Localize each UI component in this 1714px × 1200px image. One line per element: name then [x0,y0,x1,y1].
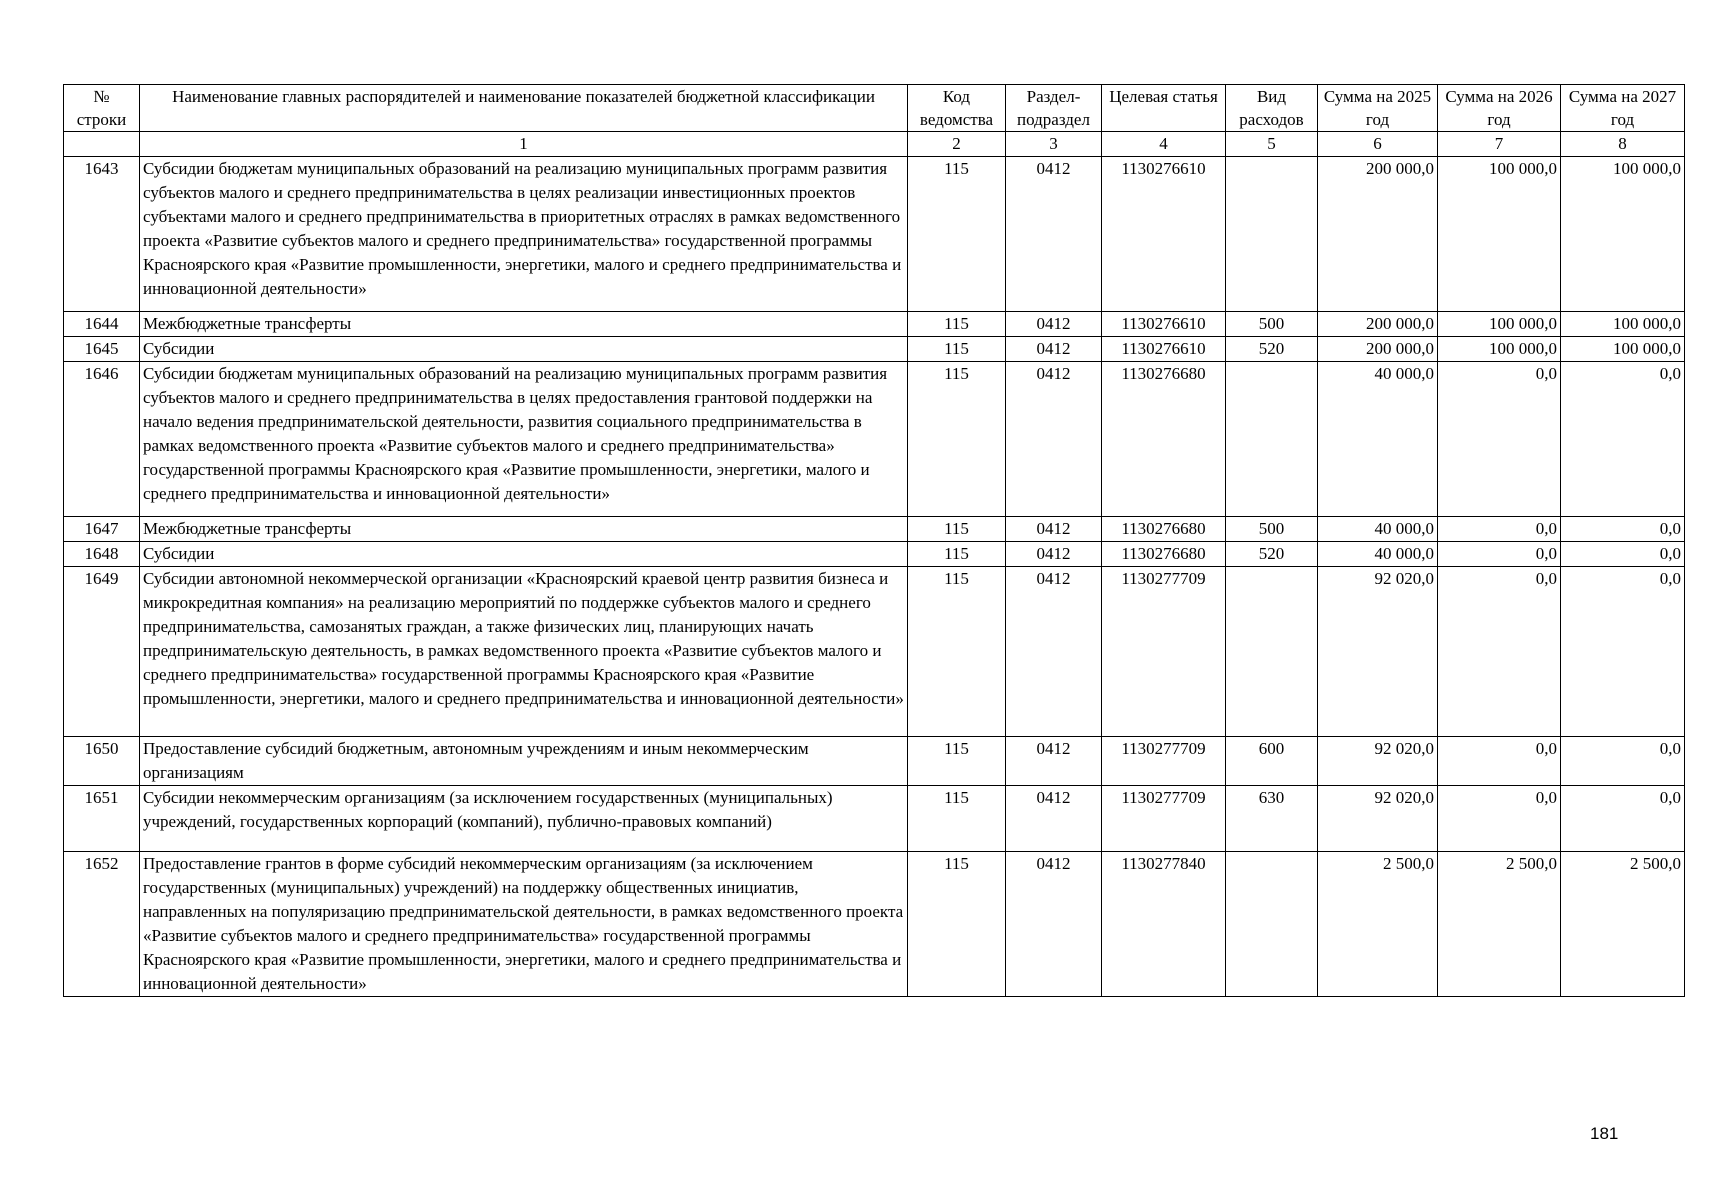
row-sum-2027: 0,0 [1561,542,1685,567]
row-expense-type: 500 [1226,312,1318,337]
row-sum-2025: 2 500,0 [1318,852,1438,997]
row-name: Субсидии [140,337,908,362]
row-sum-2027: 0,0 [1561,517,1685,542]
row-dept-code: 115 [908,312,1006,337]
row-sum-2027: 100 000,0 [1561,312,1685,337]
row-target: 1130276680 [1102,517,1226,542]
table-row [64,737,1685,786]
row-number: 1644 [64,312,140,337]
table-body [64,157,1685,997]
row-section: 0412 [1006,542,1102,567]
row-sum-2027: 0,0 [1561,567,1685,737]
row-section: 0412 [1006,517,1102,542]
row-number: 1647 [64,517,140,542]
row-target: 1130276610 [1102,312,1226,337]
column-number: 6 [1318,132,1438,157]
row-target: 1130277709 [1102,567,1226,737]
budget-table [63,84,1685,997]
row-expense-type [1226,567,1318,737]
row-section: 0412 [1006,312,1102,337]
row-sum-2026: 0,0 [1438,362,1561,517]
row-sum-2025: 40 000,0 [1318,362,1438,517]
row-section: 0412 [1006,737,1102,786]
row-number: 1645 [64,337,140,362]
row-expense-type: 500 [1226,517,1318,542]
row-number: 1649 [64,567,140,737]
row-name: Субсидии бюджетам муниципальных образований на реализацию муниципальных программ развития субъектов малого и среднего предпринимательства в целях предоставления грантовой поддержки на начало ведения предпринимательской деятельности, развития социального предпринимательства в рамках ведомственного проекта «Развитие субъектов малого и среднего предпринимательства» государственной программы Красноярского края «Развитие промышленности, энергетики, малого и среднего предпринимательства и инновационной деятельности» [140,362,908,517]
header-expense-type: Вид расходов [1226,85,1318,132]
row-expense-type: 520 [1226,337,1318,362]
row-name: Субсидии автономной некоммерческой организации «Красноярский краевой центр развития бизнеса и микрокредитная компания» на реализацию мероприятий по поддержке субъектов малого и среднего предпринимательства, самозанятых граждан, а также физических лиц, планирующих начать предпринимательскую деятельность, в рамках ведомственного проекта «Развитие субъектов малого и среднего предпринимательства» государственной программы Красноярского края «Развитие промышленности, энергетики, малого и среднего предпринимательства и инновационной деятельности» [140,567,908,737]
row-sum-2027: 2 500,0 [1561,852,1685,997]
column-number-row [64,132,1685,157]
row-expense-type: 630 [1226,786,1318,852]
header-sum-2026: Сумма на 2026 год [1438,85,1561,132]
row-sum-2025: 40 000,0 [1318,517,1438,542]
row-expense-type: 600 [1226,737,1318,786]
page-number: 181 [1590,1124,1619,1143]
row-target: 1130277709 [1102,786,1226,852]
header-sum-2025: Сумма на 2025 год [1318,85,1438,132]
row-name: Субсидии некоммерческим организациям (за исключением государственных (муниципальных) учреждений, государственных корпораций (компаний), публично-правовых компаний) [140,786,908,852]
table-row [64,542,1685,567]
row-dept-code: 115 [908,157,1006,312]
column-number: 2 [908,132,1006,157]
table-row [64,567,1685,737]
row-sum-2025: 200 000,0 [1318,312,1438,337]
table-row [64,786,1685,852]
row-sum-2027: 0,0 [1561,362,1685,517]
row-number: 1650 [64,737,140,786]
row-sum-2025: 92 020,0 [1318,567,1438,737]
row-target: 1130276610 [1102,157,1226,312]
row-section: 0412 [1006,852,1102,997]
row-sum-2026: 0,0 [1438,542,1561,567]
column-number: 3 [1006,132,1102,157]
row-section: 0412 [1006,567,1102,737]
header-row [64,85,1685,132]
row-sum-2026: 2 500,0 [1438,852,1561,997]
row-name: Предоставление субсидий бюджетным, автономным учреждениям и иным некоммерческим организациям [140,737,908,786]
header-dept-code: Код ведомства [908,85,1006,132]
row-dept-code: 115 [908,852,1006,997]
row-target: 1130277709 [1102,737,1226,786]
row-sum-2027: 100 000,0 [1561,157,1685,312]
row-number: 1648 [64,542,140,567]
row-sum-2026: 100 000,0 [1438,157,1561,312]
row-sum-2027: 0,0 [1561,786,1685,852]
row-target: 1130276680 [1102,542,1226,567]
row-sum-2025: 40 000,0 [1318,542,1438,567]
column-number: 8 [1561,132,1685,157]
header-name: Наименование главных распорядителей и наименование показателей бюджетной классификации [140,85,908,132]
row-sum-2026: 100 000,0 [1438,337,1561,362]
row-sum-2027: 100 000,0 [1561,337,1685,362]
row-section: 0412 [1006,786,1102,852]
row-expense-type [1226,157,1318,312]
header-sum-2027: Сумма на 2027 год [1561,85,1685,132]
row-number: 1651 [64,786,140,852]
row-sum-2026: 0,0 [1438,567,1561,737]
row-dept-code: 115 [908,362,1006,517]
table-row [64,362,1685,517]
row-number: 1652 [64,852,140,997]
row-number: 1646 [64,362,140,517]
row-name: Межбюджетные трансферты [140,312,908,337]
row-dept-code: 115 [908,786,1006,852]
table-row [64,312,1685,337]
row-sum-2026: 0,0 [1438,786,1561,852]
row-target: 1130277840 [1102,852,1226,997]
table-row [64,157,1685,312]
row-expense-type [1226,362,1318,517]
row-dept-code: 115 [908,542,1006,567]
table-row [64,337,1685,362]
column-number: 7 [1438,132,1561,157]
row-sum-2026: 0,0 [1438,517,1561,542]
row-section: 0412 [1006,362,1102,517]
row-name: Субсидии бюджетам муниципальных образований на реализацию муниципальных программ развития субъектов малого и среднего предпринимательства в целях реализации инвестиционных проектов субъектами малого и среднего предпринимательства в приоритетных отраслях в рамках ведомственного проекта «Развитие субъектов малого и среднего предпринимательства» государственной программы Красноярского края «Развитие промышленности, энергетики, малого и среднего предпринимательства и инновационной деятельности» [140,157,908,312]
row-sum-2025: 200 000,0 [1318,337,1438,362]
row-dept-code: 115 [908,337,1006,362]
column-number: 1 [140,132,908,157]
row-sum-2026: 0,0 [1438,737,1561,786]
table-row [64,852,1685,997]
row-dept-code: 115 [908,567,1006,737]
row-dept-code: 115 [908,517,1006,542]
row-sum-2026: 100 000,0 [1438,312,1561,337]
row-name: Предоставление грантов в форме субсидий некоммерческим организациям (за исключением государственных (муниципальных) учреждений) на поддержку общественных инициатив, направленных на популяризацию предпринимательской деятельности, в рамках ведомственного проекта «Развитие субъектов малого и среднего предпринимательства» государственной программы Красноярского края «Развитие промышленности, энергетики, малого и среднего предпринимательства и инновационной деятельности» [140,852,908,997]
column-number-empty [64,132,140,157]
column-number: 4 [1102,132,1226,157]
row-sum-2025: 92 020,0 [1318,786,1438,852]
column-number: 5 [1226,132,1318,157]
row-name: Межбюджетные трансферты [140,517,908,542]
row-dept-code: 115 [908,737,1006,786]
header-section: Раздел-подраздел [1006,85,1102,132]
row-sum-2025: 92 020,0 [1318,737,1438,786]
row-number: 1643 [64,157,140,312]
header-target: Целевая статья [1102,85,1226,132]
row-section: 0412 [1006,157,1102,312]
row-name: Субсидии [140,542,908,567]
table-row [64,517,1685,542]
row-expense-type [1226,852,1318,997]
header-row-number: № строки [64,85,140,132]
row-sum-2027: 0,0 [1561,737,1685,786]
row-expense-type: 520 [1226,542,1318,567]
row-target: 1130276680 [1102,362,1226,517]
row-target: 1130276610 [1102,337,1226,362]
row-section: 0412 [1006,337,1102,362]
row-sum-2025: 200 000,0 [1318,157,1438,312]
